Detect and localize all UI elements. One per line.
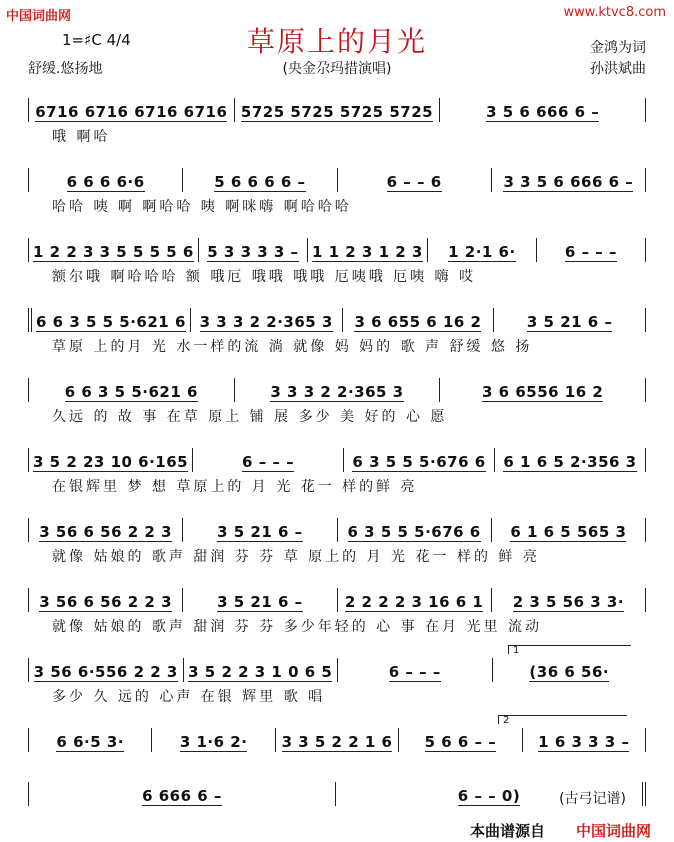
measure <box>152 728 275 752</box>
measure-notes: 6 666 6 – <box>142 787 222 805</box>
measure-notes: 3 3 3 2 2·365 3 <box>199 313 333 331</box>
measure <box>343 308 495 332</box>
measure-notes: 6716 6716 6716 6716 <box>35 103 228 121</box>
measure <box>494 308 646 332</box>
measure <box>28 168 183 192</box>
measure-notes: 6 3 5 5 5·676 6 <box>347 523 481 541</box>
notes-row <box>28 586 646 612</box>
measure-notes: 3 56 6·556 2 2 3 <box>33 663 178 681</box>
notes-row <box>28 516 646 542</box>
lyrics-row: 草原 上的月 光 水一样的流 淌 就像 妈 妈的 歌 声 舒缓 悠 扬 <box>52 339 533 355</box>
lyricist-credit: 金鸿为词 <box>590 40 646 56</box>
measure-notes: 6 6 3 5 5·621 6 <box>64 383 198 401</box>
notes-row <box>28 236 646 262</box>
measure-notes: 3 5 2 2 3 1 0 6 5 <box>188 663 333 681</box>
measure-notes: 3 5 6 666 6 – <box>486 103 600 121</box>
measure <box>492 588 646 612</box>
key-signature: 1=♯C 4/4 <box>62 31 131 49</box>
measure <box>193 448 344 472</box>
transcriber-credit: (古弓记谱) <box>559 791 626 807</box>
measure-notes: 6 6 6 6·6 <box>66 173 145 191</box>
measure <box>523 728 646 752</box>
measure-notes: (36 6 56· <box>529 663 610 681</box>
measure-notes: 3 3 5 2 2 1 6 <box>281 733 393 751</box>
measure <box>183 588 337 612</box>
measure <box>235 378 441 402</box>
score-line <box>28 516 646 566</box>
tempo-marking: 舒缓.悠扬地 <box>28 61 103 77</box>
notes-row <box>28 446 646 472</box>
measure <box>440 98 646 122</box>
measure <box>440 378 646 402</box>
lyrics-row: 久远 的 故 事 在草 原上 铺 展 多少 美 好的 心 愿 <box>52 409 448 425</box>
measure <box>338 168 492 192</box>
lyrics-row: 就像 姑娘的 歌声 甜润 芬 芬 多少年轻的 心 事 在月 光里 流动 <box>52 619 542 635</box>
volta-2: 2 <box>498 715 627 724</box>
measure <box>235 98 441 122</box>
measure-notes: 5 6 6 – – <box>424 733 497 751</box>
measure <box>338 518 492 542</box>
measure <box>28 98 235 122</box>
lyrics-row: 哈哈 咦 啊 啊哈哈 咦 啊咪嗨 啊哈哈哈 <box>52 199 352 215</box>
volta-1: 1 <box>508 645 631 654</box>
source-brand[interactable]: 中国词曲网 <box>576 822 652 840</box>
lyrics-row: 额尔哦 啊哈哈哈 额 哦厄 哦哦 哦哦 厄咦哦 厄咦 嗨 哎 <box>52 269 477 285</box>
measure-notes: 6 – – – <box>564 243 618 261</box>
measure <box>492 168 646 192</box>
score-line <box>28 586 646 636</box>
measure-notes: 5725 5725 5725 5725 <box>240 103 434 121</box>
score-line <box>28 780 646 830</box>
score-line <box>28 96 646 146</box>
measure <box>28 448 193 472</box>
notes-row <box>28 780 646 806</box>
measure <box>28 308 191 332</box>
lyrics-row: 在银辉里 梦 想 草原上的 月 光 花一 样的鲜 亮 <box>52 479 418 495</box>
notes-row <box>28 656 646 682</box>
notes-row <box>28 726 646 752</box>
measure <box>28 658 184 682</box>
watermark-left: 中国词曲网 <box>6 9 72 24</box>
measure-notes: 6 6·5 3· <box>56 733 124 751</box>
measure-notes: 3 3 3 2 2·365 3 <box>270 383 404 401</box>
measure-notes: 3 56 6 56 2 2 3 <box>39 523 173 541</box>
measure <box>28 588 183 612</box>
measure <box>344 448 495 472</box>
measure-notes: 6 6 3 5 5 5·621 6 <box>36 313 186 331</box>
score-line <box>28 726 646 776</box>
measure <box>183 518 337 542</box>
measure-notes: 1 1 2 3 1 2 3 <box>311 243 423 261</box>
measure-notes: 3 56 6 56 2 2 3 <box>39 593 173 611</box>
song-title: 草原上的月光 <box>246 25 427 58</box>
measure-notes: 5 3 3 3 3 – <box>207 243 299 261</box>
measure <box>183 168 337 192</box>
measure-notes: 3 5 21 6 – <box>217 593 303 611</box>
measure-notes: 1 2·1 6· <box>448 243 516 261</box>
measure <box>199 238 308 262</box>
measure-notes: 3 5 21 6 – <box>217 523 303 541</box>
score-line <box>28 656 646 706</box>
measure <box>28 518 183 542</box>
measure-notes: 5 6 6 6 6 – <box>214 173 306 191</box>
measure-notes: 3 6 6556 16 2 <box>482 383 604 401</box>
measure <box>493 658 647 682</box>
composer-credit: 孙洪斌曲 <box>590 61 646 77</box>
measure <box>399 728 522 752</box>
notes-row <box>28 376 646 402</box>
measure <box>191 308 343 332</box>
score-line <box>28 306 646 356</box>
score-line <box>28 236 646 286</box>
notes-row <box>28 166 646 192</box>
measure-notes: 6 3 5 5 5·676 6 <box>352 453 486 471</box>
measure-notes: 1 6 3 3 3 – <box>538 733 630 751</box>
measure-notes: 3 1·6 2· <box>179 733 248 751</box>
lyrics-row: 哦 啊哈 <box>52 129 111 145</box>
measure <box>492 518 646 542</box>
measure-notes: 6 – – – <box>242 453 295 471</box>
measure-notes: 3 3 5 6 666 6 – <box>503 173 634 191</box>
measure-notes: 6 – – 6 <box>386 173 442 191</box>
measure-notes: 6 – – 0) <box>457 787 521 805</box>
notes-row <box>28 96 646 122</box>
measure <box>495 448 646 472</box>
measure-notes: 6 1 6 5 2·356 3 <box>503 453 637 471</box>
watermark-right[interactable]: www.ktvc8.com <box>563 5 666 20</box>
measure-notes: 3 5 21 6 – <box>526 313 613 331</box>
lyrics-row: 多少 久 远的 心声 在银 辉里 歌 唱 <box>52 689 326 705</box>
measure <box>28 782 336 806</box>
measure-notes: 2 3 5 56 3 3· <box>512 593 625 611</box>
score-line <box>28 446 646 496</box>
lyrics-row: 就像 姑娘的 歌声 甜润 芬 芬 草 原上的 月 光 花一 样的 鲜 亮 <box>52 549 540 565</box>
measure-notes: 6 1 6 5 565 3 <box>510 523 627 541</box>
notes-row <box>28 306 646 332</box>
measure <box>338 658 493 682</box>
measure <box>308 238 428 262</box>
measure-notes: 3 6 655 6 16 2 <box>354 313 482 331</box>
measure <box>428 238 537 262</box>
measure <box>28 728 152 752</box>
measure <box>28 238 199 262</box>
measure-notes: 3 5 2 23 10 6·165 <box>33 453 189 471</box>
score-line <box>28 166 646 216</box>
measure <box>184 658 339 682</box>
measure-notes: 1 2 2 3 3 5 5 5 5 6 <box>33 243 194 261</box>
measure <box>276 728 399 752</box>
measure-notes: 2 2 2 2 3 16 6 1 <box>344 593 484 611</box>
measure <box>338 588 492 612</box>
measure <box>537 238 646 262</box>
score-line <box>28 376 646 426</box>
measure <box>28 378 235 402</box>
source-label: 本曲谱源自 <box>470 822 546 840</box>
singer-credit: (央金尕玛措演唱) <box>282 61 392 77</box>
measure-notes: 6 – – – <box>388 663 441 681</box>
